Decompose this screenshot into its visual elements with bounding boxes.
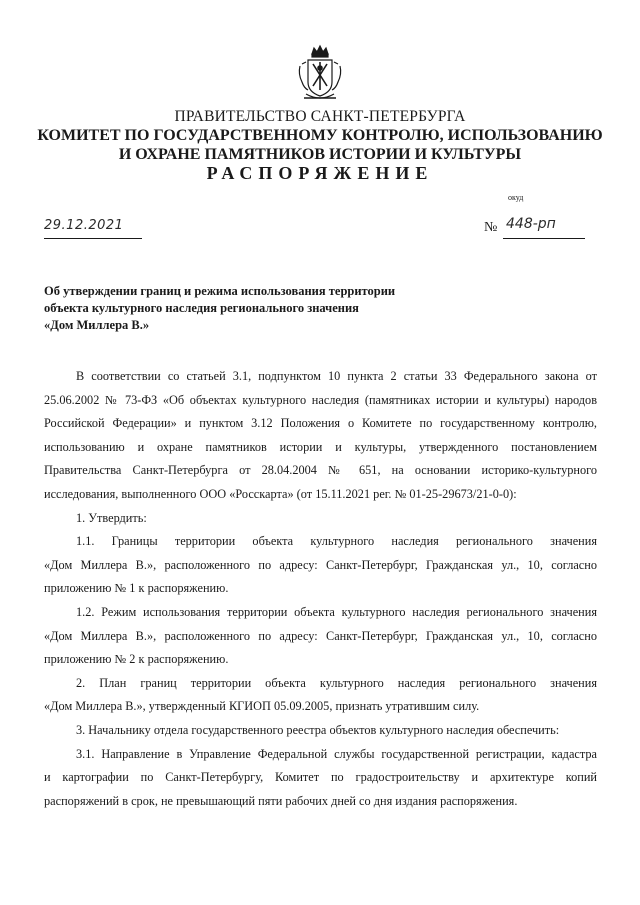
okud-label: окуд — [508, 193, 524, 202]
body-line: «Дом Миллера В.», расположенного по адресу: Санкт-Петербург, Гражданская ул., 10, согласно — [44, 628, 597, 643]
body-line: 1.2. Режим использования территории объекта культурного наследия регионального значения — [76, 604, 597, 619]
government-name: ПРАВИТЕЛЬСТВО САНКТ-ПЕТЕРБУРГА — [174, 108, 466, 125]
body-line: 3. Начальнику отдела государственного реестра объектов культурного наследия обеспечить: — [76, 722, 560, 737]
body-line: исследования, выполненного ООО «Росскарта» (от 15.11.2021 рег. № 01-25-29673/21-0-0): — [44, 486, 517, 501]
body-line: 25.06.2002 № 73-ФЗ «Об объектах культурного наследия (памятниках истории и культуры) народов — [44, 392, 597, 407]
body-line: приложению № 2 к распоряжению. — [44, 652, 229, 667]
body-line: использованию и охране памятников истории и культуры, утвержденного постановлением — [44, 439, 597, 454]
document-subject — [44, 283, 395, 334]
body-line: Правительства Санкт-Петербурга от 28.04.2004 № 651, на основании историко-культурного — [44, 463, 597, 478]
body-line: 1.1. Границы территории объекта культурного наследия регионального значения — [76, 534, 597, 549]
subject-line: Об утверждении границ и режима использования территории — [44, 284, 396, 298]
body-line: и картографии по Санкт-Петербургу, Комитет по градостроительству и архитектуре копий — [44, 770, 597, 785]
body-line: «Дом Миллера В.», расположенного по адресу: Санкт-Петербург, Гражданская ул., 10, согласно — [44, 557, 597, 572]
document-date: 29.12.2021 — [44, 218, 124, 233]
body-line: 2. План границ территории объекта культурного наследия регионального значения — [76, 675, 597, 690]
number-sign: № — [484, 220, 498, 235]
body-line: Российской Федерации» и пунктом 3.12 Положения о Комитете по государственному контролю, — [44, 416, 597, 431]
document-number: 448-рп — [506, 216, 556, 232]
body-line: В соответствии со статьей 3.1, подпунктом 10 пункта 2 статьи 33 Федерального закона от — [76, 369, 597, 383]
committee-name-line1: КОМИТЕТ ПО ГОСУДАРСТВЕННОМУ КОНТРОЛЮ, ИСПОЛЬЗОВАНИЮ — [37, 127, 603, 144]
committee-name-line2: И ОХРАНЕ ПАМЯТНИКОВ ИСТОРИИ И КУЛЬТУРЫ — [118, 146, 522, 163]
body-line: «Дом Миллера В.», утвержденный КГИОП 05.09.2005, признать утратившим силу. — [44, 699, 480, 714]
body-line: 3.1. Направление в Управление Федеральной службы государственной регистрации, кадастра — [76, 746, 597, 761]
document-body — [44, 365, 597, 813]
subject-line: объекта культурного наследия регионального значения — [44, 301, 359, 315]
body-line: приложению № 1 к распоряжению. — [44, 581, 229, 596]
body-line: распоряжений в срок, не превышающий пяти рабочих дней со дня издания распоряжения. — [44, 793, 518, 808]
subject-line: «Дом Миллера В.» — [44, 318, 150, 332]
st-petersburg-coat-of-arms-icon — [296, 44, 344, 102]
body-line: 1. Утвердить: — [76, 510, 147, 525]
document-type: РАСПОРЯЖЕНИЕ — [206, 163, 434, 183]
